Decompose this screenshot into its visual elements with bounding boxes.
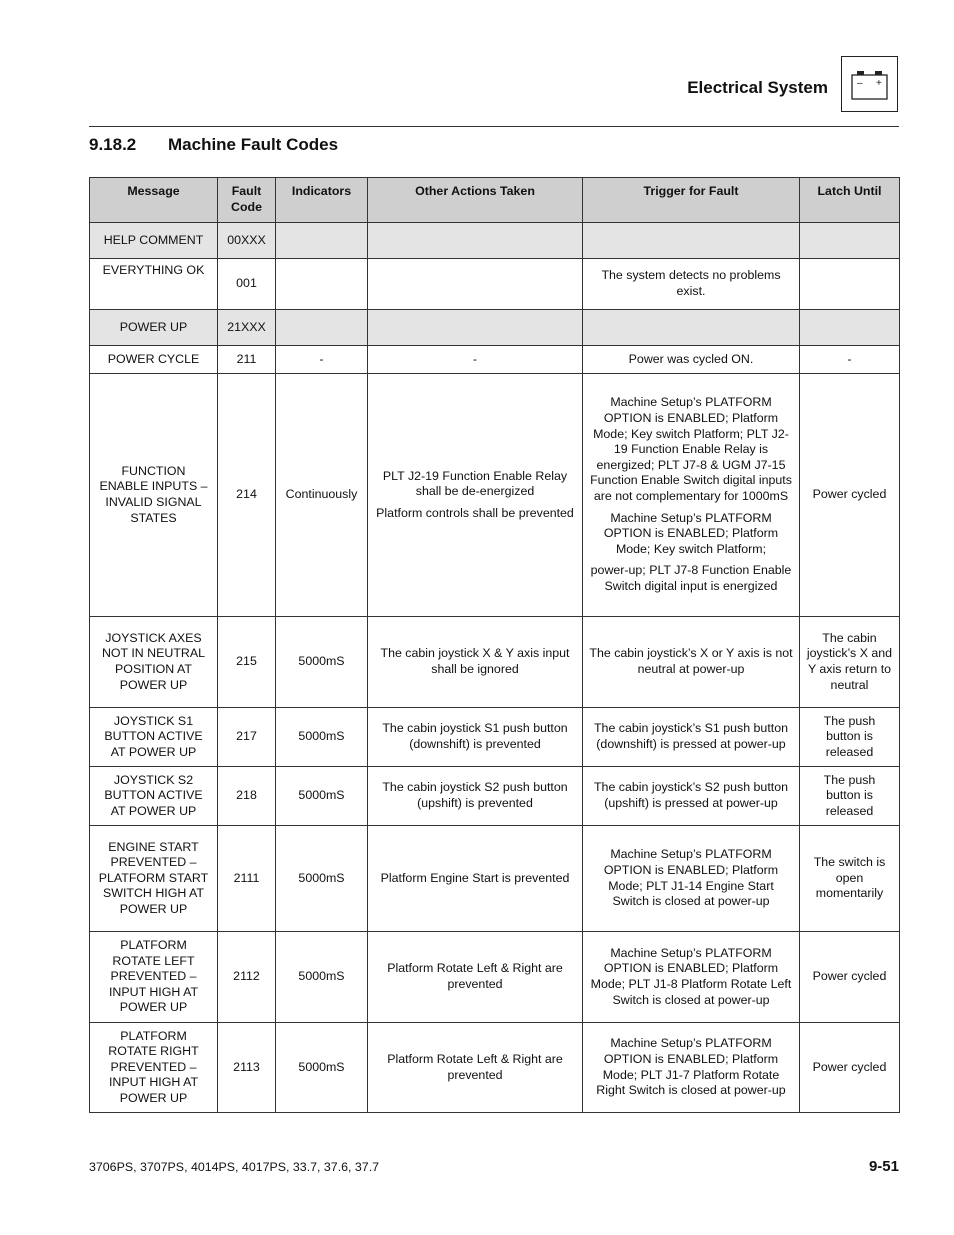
latch-cell [800, 310, 900, 346]
actions-cell [368, 617, 583, 708]
table-row [90, 1023, 900, 1113]
trigger-text: Machine Setup’s PLATFORM OPTION is ENABLED; Platform Mode; PLT J1-8 Platform Rotate Left Switch is closed at power-up [590, 945, 792, 1007]
latch-cell: Power cycled [800, 932, 900, 1023]
trigger-text: Machine Setup’s PLATFORM OPTION is ENABLED; Platform Mode; Key switch Platform; [603, 510, 779, 556]
fault-code-cell: 214 [218, 374, 276, 617]
actions-cell [368, 374, 583, 617]
fault-code-cell: 2113 [218, 1023, 276, 1113]
message-cell: POWER UP [90, 310, 218, 346]
trigger-text: The system detects no problems exist. [601, 268, 781, 298]
actions-cell [368, 223, 583, 259]
actions-cell [368, 346, 583, 374]
table-row [90, 767, 900, 826]
trigger-cell [583, 767, 800, 826]
action-text: Platform controls shall be prevented [376, 505, 574, 520]
trigger-text: Power was cycled ON. [628, 351, 754, 366]
column-header-trigger: Trigger for Fault [583, 178, 800, 223]
trigger-cell [583, 346, 800, 374]
action-text: Platform Rotate Left & Right are prevented [387, 1051, 563, 1082]
trigger-cell [583, 310, 800, 346]
table-header-row [90, 178, 900, 223]
table-row [90, 346, 900, 374]
message-cell: HELP COMMENT [90, 223, 218, 259]
message-cell: JOYSTICK S1 BUTTON ACTIVE AT POWER UP [90, 708, 218, 767]
fault-code-cell: 21XXX [218, 310, 276, 346]
fault-code-cell: 215 [218, 617, 276, 708]
indicators-cell [276, 310, 368, 346]
indicators-cell: - [276, 346, 368, 374]
trigger-cell [583, 708, 800, 767]
latch-cell: Power cycled [800, 1023, 900, 1113]
trigger-text: power-up; PLT J7-8 Function Enable Switch digital input is energized [590, 563, 792, 593]
indicators-cell: 5000mS [276, 826, 368, 932]
trigger-cell [583, 374, 800, 617]
trigger-cell [583, 617, 800, 708]
table-row [90, 259, 900, 310]
trigger-cell [583, 223, 800, 259]
fault-code-cell: 00XXX [218, 223, 276, 259]
table-row [90, 932, 900, 1023]
column-header-message: Message [90, 178, 218, 223]
actions-cell [368, 767, 583, 826]
trigger-text: Machine Setup’s PLATFORM OPTION is ENABLED; Platform Mode; Key switch Platform; PLT J2-19 Function Enable Relay is energized; PLT J7-8 & UGM J7-15 Function Enable Switch digital inputs are not complementary for 1000mS [590, 395, 792, 503]
fault-code-cell: 217 [218, 708, 276, 767]
indicators-cell: 5000mS [276, 932, 368, 1023]
indicators-cell [276, 259, 368, 310]
section-heading [89, 135, 338, 155]
actions-cell [368, 826, 583, 932]
latch-cell: The push button is released [800, 708, 900, 767]
battery-icon-frame [841, 56, 898, 112]
trigger-cell [583, 1023, 800, 1113]
latch-cell [800, 223, 900, 259]
action-text: Platform Rotate Left & Right are prevented [387, 961, 563, 991]
message-cell: ENGINE START PREVENTED – PLATFORM START SWITCH HIGH AT POWER UP [90, 826, 218, 932]
message-cell: EVERYTHING OK [90, 259, 218, 310]
fault-codes-table [89, 177, 900, 1113]
latch-cell: The push button is released [800, 767, 900, 826]
trigger-cell [583, 259, 800, 310]
column-header-indicators: Indicators [276, 178, 368, 223]
table-row [90, 826, 900, 932]
indicators-cell: 5000mS [276, 617, 368, 708]
trigger-text: Machine Setup’s PLATFORM OPTION is ENABLED; Platform Mode; PLT J1-14 Engine Start Switch is closed at power-up [603, 847, 779, 909]
message-cell: FUNCTION ENABLE INPUTS – INVALID SIGNAL STATES [90, 374, 218, 617]
action-text: - [472, 351, 478, 366]
column-header-other-actions: Other Actions Taken [368, 178, 583, 223]
section-title: Machine Fault Codes [168, 135, 339, 154]
latch-cell: The switch is open momentarily [800, 826, 900, 932]
table-row [90, 374, 900, 617]
trigger-cell [583, 932, 800, 1023]
latch-cell [800, 259, 900, 310]
actions-cell [368, 708, 583, 767]
latch-cell: Power cycled [800, 374, 900, 617]
latch-cell: - [800, 346, 900, 374]
fault-code-cell: 2111 [218, 826, 276, 932]
action-text: The cabin joystick S2 push button (upshift) is prevented [382, 780, 568, 810]
indicators-cell: 5000mS [276, 767, 368, 826]
actions-cell [368, 259, 583, 310]
message-cell: POWER CYCLE [90, 346, 218, 374]
trigger-text: Machine Setup’s PLATFORM OPTION is ENABLED; Platform Mode; PLT J1-7 Platform Rotate Right Switch is closed at power-up [596, 1036, 786, 1098]
battery-plus-sign: + [876, 78, 882, 89]
actions-cell [368, 1023, 583, 1113]
section-number: 9.18.2 [89, 135, 137, 154]
table-row [90, 617, 900, 708]
fault-code-cell: 211 [218, 346, 276, 374]
message-cell: JOYSTICK S2 BUTTON ACTIVE AT POWER UP [90, 767, 218, 826]
footer-model-list: 3706PS, 3707PS, 4014PS, 4017PS, 33.7, 37.6, 37.7 [89, 1160, 380, 1174]
action-text: PLT J2-19 Function Enable Relay shall be de-energized [382, 468, 568, 499]
header-divider [89, 126, 899, 127]
indicators-cell [276, 223, 368, 259]
action-text: The cabin joystick S1 push button (downshift) is prevented [382, 721, 568, 751]
table-row [90, 310, 900, 346]
trigger-text: The cabin joystick’s X or Y axis is not neutral at power-up [589, 646, 793, 676]
table-row [90, 708, 900, 767]
fault-code-cell: 001 [218, 259, 276, 310]
chapter-title: Electrical System [687, 78, 828, 97]
indicators-cell: 5000mS [276, 1023, 368, 1113]
action-text: Platform Engine Start is prevented [380, 870, 570, 885]
trigger-text: The cabin joystick’s S2 push button (upshift) is pressed at power-up [593, 780, 788, 810]
battery-minus-sign: – [857, 78, 863, 89]
fault-code-cell: 2112 [218, 932, 276, 1023]
message-cell: PLATFORM ROTATE RIGHT PREVENTED – INPUT HIGH AT POWER UP [90, 1023, 218, 1113]
actions-cell [368, 310, 583, 346]
indicators-cell: Continuously [276, 374, 368, 617]
page-number: 9-51 [868, 1158, 899, 1175]
message-cell: PLATFORM ROTATE LEFT PREVENTED – INPUT HIGH AT POWER UP [90, 932, 218, 1023]
message-cell: JOYSTICK AXES NOT IN NEUTRAL POSITION AT POWER UP [90, 617, 218, 708]
actions-cell [368, 932, 583, 1023]
trigger-text: The cabin joystick’s S1 push button (downshift) is pressed at power-up [593, 721, 788, 751]
battery-icon [842, 57, 897, 111]
column-header-fault-code: Fault Code [218, 178, 276, 223]
action-text: The cabin joystick X & Y axis input shall be ignored [380, 646, 570, 676]
latch-cell: The cabin joystick’s X and Y axis return to neutral [800, 617, 900, 708]
table-row [90, 223, 900, 259]
column-header-latch-until: Latch Until [800, 178, 900, 223]
fault-code-cell: 218 [218, 767, 276, 826]
trigger-cell [583, 826, 800, 932]
indicators-cell: 5000mS [276, 708, 368, 767]
